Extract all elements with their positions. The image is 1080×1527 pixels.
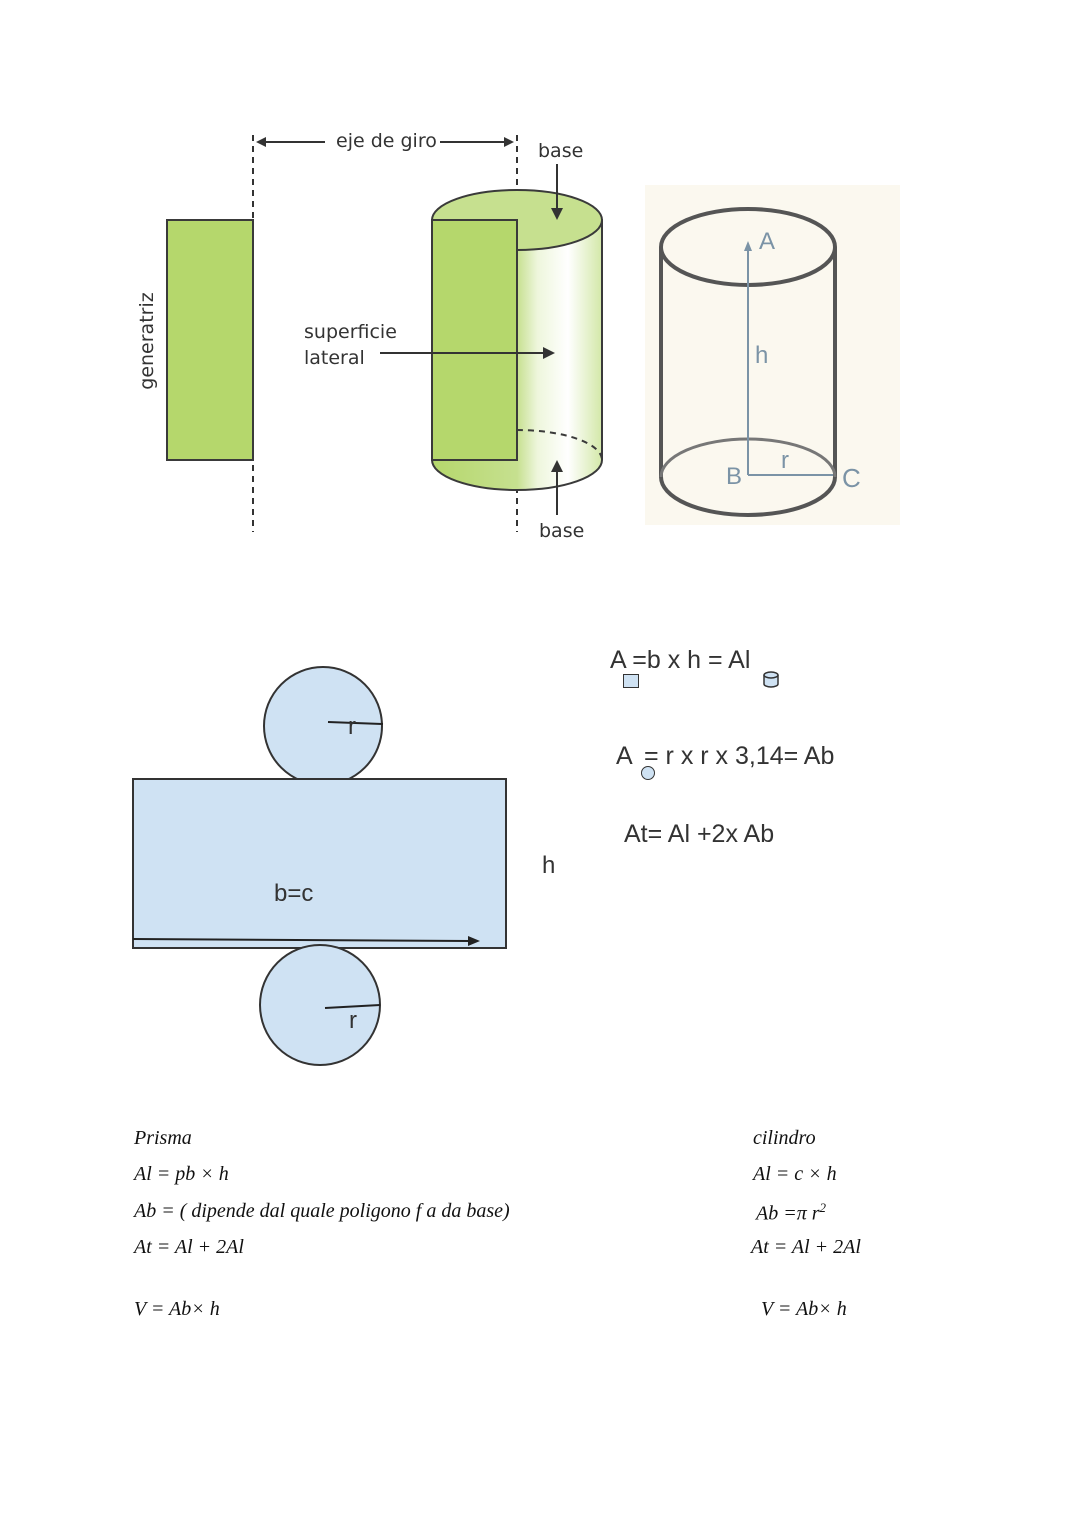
base-top-label: base [538, 140, 584, 162]
cylinder-base-formula [756, 1200, 826, 1226]
net-height-label: h [542, 852, 556, 879]
cylinder-volume-formula: V = Ab× h [761, 1298, 847, 1320]
sketch-radius-label: r [781, 447, 789, 474]
lateral-surface-label-line1: superficie [304, 321, 397, 343]
generatrix-rectangle [167, 220, 253, 460]
inner-generatrix [432, 220, 517, 460]
net-top-circle [264, 667, 382, 785]
base-area-prefix: A [616, 742, 633, 770]
prism-total-formula: At = Al + 2Al [134, 1236, 244, 1258]
net-rect-label: b=c [274, 880, 314, 907]
sketch-point-c: C [842, 463, 861, 493]
base-bottom-label: base [539, 520, 585, 542]
total-area-formula: At= Al +2x Ab [624, 820, 775, 848]
cylinder-base-text: Ab =π r [756, 1202, 820, 1225]
arrow-right-icon [504, 137, 514, 147]
prism-base-formula: Ab = ( dipende dal quale poligono f a da base) [134, 1200, 510, 1222]
sketch-height-label: h [755, 342, 769, 369]
arrow-left-icon [256, 137, 266, 147]
cylinder-total-formula: At = Al + 2Al [751, 1236, 861, 1258]
prism-volume-formula: V = Ab× h [134, 1298, 220, 1320]
sketch-point-b: B [726, 463, 743, 490]
lateral-surface-label-line2: lateral [304, 347, 365, 369]
prism-title: Prisma [134, 1127, 192, 1149]
square-icon [623, 674, 639, 688]
axis-label: eje de giro [336, 130, 437, 152]
cylinder-lateral-formula: Al = c × h [753, 1163, 837, 1185]
cylinder-base-exponent: 2 [819, 1200, 827, 1215]
net-bottom-radius-label: r [349, 1007, 357, 1034]
generatrix-label: generatriz [136, 292, 158, 390]
net-top-radius-label: r [348, 713, 356, 740]
net-rectangle [133, 779, 506, 948]
prism-lateral-formula: Al = pb × h [134, 1163, 229, 1185]
base-area-formula: = r x r x 3,14= Ab [644, 742, 835, 770]
cylinder-title: cilindro [753, 1127, 816, 1149]
lateral-area-formula: A =b x h = Al [610, 646, 751, 674]
sketch-point-a: A [759, 228, 776, 255]
cylinder-icon [762, 671, 780, 688]
cylinder-net [125, 660, 520, 1070]
